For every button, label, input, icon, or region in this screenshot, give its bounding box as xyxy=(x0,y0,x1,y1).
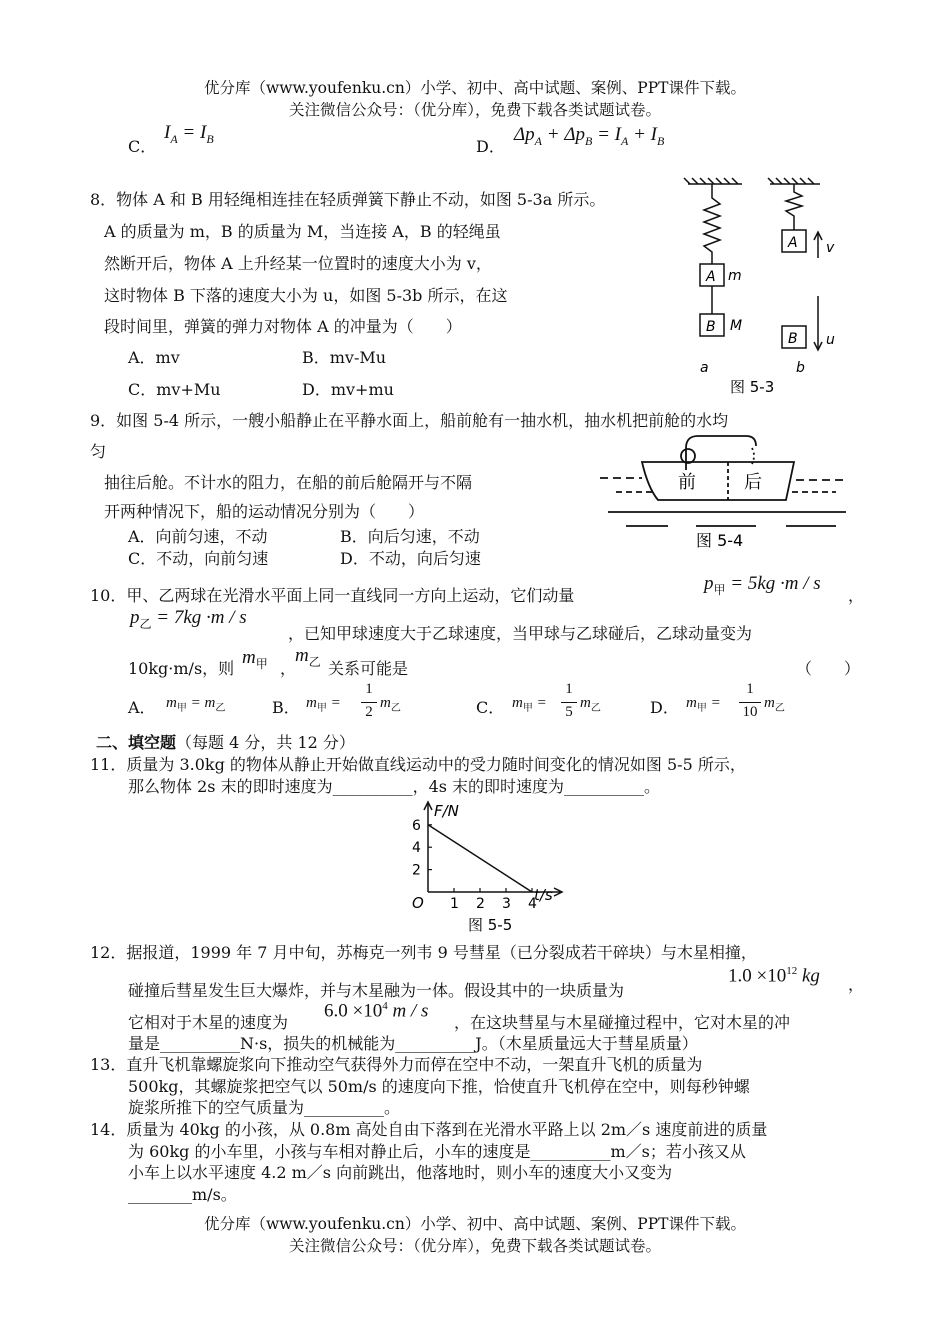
q10-line-1: 10．甲、乙两球在光滑水平面上同一直线同一方向上运动，它们动量 xyxy=(90,586,575,605)
chart-x-tick-label: 4 xyxy=(528,896,537,912)
fig54-back-label: 后 xyxy=(744,472,762,493)
fig53-label-b-box: B xyxy=(706,319,716,335)
q10-option-d-frac-bar xyxy=(739,702,761,703)
figure-5-5-chart xyxy=(398,796,568,938)
q8-option-c: C．mv+Mu xyxy=(128,380,221,399)
chart-origin-label: O xyxy=(412,894,424,912)
q8-option-a: A．mv xyxy=(128,348,180,367)
q10-option-c-frac-bar xyxy=(561,702,577,703)
q9-option-c: C．不动，向前匀速 xyxy=(128,549,269,568)
q8-option-b: B．mv-Mu xyxy=(302,348,387,367)
fig53-label-u: u xyxy=(826,332,835,348)
chart-title: 图 5-5 xyxy=(468,916,513,934)
header-line-2: 关注微信公众号：（优分库），免费下载各类试题试卷。 xyxy=(288,101,661,119)
q10-line-2: ，已知甲球速度大于乙球速度，当甲球与乙球碰后，乙球动量变为 xyxy=(288,624,753,643)
q10-option-c-frac-den: 5 xyxy=(565,704,573,720)
q11-line-2: 那么物体 2s 末的即时速度为__________，4s 末的即时速度为__________。 xyxy=(128,777,661,796)
fig53-label-bigm: M xyxy=(730,318,743,334)
q14-line-2: 为 60kg 的小车里，小孩与车相对静止后，小车的速度是__________m／s；若小孩又从 xyxy=(128,1142,746,1161)
q10-sep: ， xyxy=(280,659,297,678)
q12-line-2-end: ， xyxy=(848,975,865,994)
chart-force-line xyxy=(428,825,532,892)
q10-m-yi: $m_乙$ xyxy=(295,645,321,669)
q10-comma: ， xyxy=(848,586,865,605)
q13-line-2: 500kg，其螺旋浆把空气以 50m/s 的速度向下推，恰使直升飞机停在空中，则每秒钟螺 xyxy=(128,1077,750,1096)
q9-line-1: 9．如图 5-4 所示，一艘小船静止在平静水面上，船前舱有一抽水机，抽水机把前舱的水均 xyxy=(90,411,729,430)
q11-line-1: 11．质量为 3.0kg 的物体从静止开始做直线运动中的受力随时间变化的情况如图 5-5 所示， xyxy=(90,755,746,774)
q8-option-d: D．mv+mu xyxy=(302,380,394,399)
q10-option-d-frac-den: 10 xyxy=(742,704,758,720)
q14-line-4: ________m/s。 xyxy=(128,1185,237,1204)
q10-p-yi: $p_乙 = 7kg \cdot m / s$ xyxy=(130,607,247,631)
chart-ylabel: F/N xyxy=(434,802,459,820)
fig53-label-m: m xyxy=(728,268,742,284)
q9-line-3: 开两种情况下，船的运动情况分别为（ ） xyxy=(104,502,425,521)
q10-line-3b: 关系可能是 xyxy=(328,659,409,678)
q7-option-c-expr: $I_A = I_B$ xyxy=(164,122,214,146)
section-2-note: （每题 4 分，共 12 分） xyxy=(176,733,355,752)
q10-option-b-label: B． xyxy=(272,698,300,717)
chart-x-tick-label: 1 xyxy=(450,896,459,912)
q12-line-3b: ，在这块彗星与木星碰撞过程中，它对木星的冲 xyxy=(454,1013,791,1032)
q10-option-c-lhs: $m_甲$ = xyxy=(512,695,547,714)
q10-option-d-frac-num: 1 xyxy=(746,681,754,697)
chart-x-tick-label: 2 xyxy=(476,896,485,912)
fig53-label-b-box-b: B xyxy=(788,331,798,347)
q9-line-1b: 匀 xyxy=(90,442,107,461)
q14-line-1: 14．质量为 40kg 的小孩，从 0.8m 高处自由下落到在光滑水平路上以 2m／s 速度前进的质量 xyxy=(90,1120,768,1139)
fig54-caption: 图 5-4 xyxy=(696,531,744,550)
q10-option-b-rhs: $m_乙$ xyxy=(380,695,401,714)
q10-option-d-label: D． xyxy=(650,698,679,717)
q10-answer-paren: （ ） xyxy=(796,659,861,678)
q10-option-b-lhs: $m_甲$ = xyxy=(306,695,341,714)
q8-line-5: 段时间里，弹簧的弹力对物体 A 的冲量为（ ） xyxy=(104,317,462,336)
chart-x-tick-label: 3 xyxy=(502,896,511,912)
q12-mass: $1.0 \times 10^{12}$ kg xyxy=(728,965,820,987)
section-2-heading xyxy=(96,730,355,753)
q12-line-3a: 它相对于木星的速度为 xyxy=(128,1013,289,1032)
header-line-1: 优分库（www.youfenku.cn）小学、初中、高中试题、案例、PPT课件下载。 xyxy=(203,79,747,97)
chart-y-tick-label: 4 xyxy=(412,840,421,857)
q9-option-a: A．向前匀速，不动 xyxy=(128,527,268,546)
fig53-label-a-box: A xyxy=(706,269,716,285)
fig53-label-a-box-b: A xyxy=(788,235,798,251)
q9-line-2: 抽往后舱。不计水的阻力，在船的前后舱隔开与不隔 xyxy=(104,473,473,492)
section-2-title: 二、填空题 xyxy=(96,733,177,752)
q12-line-1: 12．据报道，1999 年 7 月中旬，苏梅克一列韦 9 号彗星（已分裂成若干碎块）与木星相撞， xyxy=(90,943,757,962)
q10-option-c-label: C． xyxy=(476,698,505,717)
chart-y-tick-label: 6 xyxy=(412,817,421,834)
q7-option-c-label: C． xyxy=(128,137,157,156)
q14-line-3: 小车上以水平速度 4.2 m／s 向前跳出，他落地时，则小车的速度大小又变为 xyxy=(128,1163,673,1182)
q12-line-4: 量是__________N·s，损失的机械能为__________J。（木星质量远大于彗星质量） xyxy=(128,1034,698,1053)
q10-p-jia: $p_甲 = 5kg \cdot m / s$ xyxy=(704,573,821,597)
q12-line-2: 碰撞后彗星发生巨大爆炸，并与木星融为一体。假设其中的一块质量为 xyxy=(128,981,625,1000)
q8-line-2: A 的质量为 m，B 的质量为 M，当连接 A，B 的轻绳虽 xyxy=(104,222,501,241)
q9-option-d: D．不动，向后匀速 xyxy=(340,549,481,568)
fig54-front-label: 前 xyxy=(678,472,696,493)
q7-option-d-expr: $\Delta p_A + \Delta p_B = I_A + I_B$ xyxy=(514,124,665,148)
q10-option-d-lhs: $m_甲$ = xyxy=(686,695,721,714)
q10-line-3a: 10kg·m/s，则 xyxy=(128,659,235,678)
chart-y-tick-label: 2 xyxy=(412,862,421,879)
q8-line-3: 然断开后，物体 A 上升经某一位置时的速度大小为 v， xyxy=(104,254,492,273)
q10-option-c-rhs: $m_乙$ xyxy=(580,695,601,714)
q10-option-a-label: A． xyxy=(128,698,156,717)
q9-option-b: B．向后匀速，不动 xyxy=(340,527,480,546)
fig53-label-v: v xyxy=(826,240,835,256)
q13-line-3: 旋浆所推下的空气质量为__________。 xyxy=(128,1098,401,1117)
q10-option-c-frac-num: 1 xyxy=(565,681,573,697)
q10-option-b-frac-num: 1 xyxy=(365,681,373,697)
q10-option-b-frac-bar xyxy=(361,702,377,703)
q12-speed: $6.0 \times 10^4$ m / s xyxy=(324,1000,429,1022)
fig53-label-a: a xyxy=(700,360,709,376)
figure-5-3 xyxy=(676,176,856,398)
fig53-caption: 图 5-3 xyxy=(730,378,775,396)
q7-option-d-label: D． xyxy=(476,137,505,156)
q8-line-4: 这时物体 B 下落的速度大小为 u，如图 5-3b 所示，在这 xyxy=(104,286,508,305)
chart-xlabel: t/s xyxy=(534,886,553,904)
fig53-label-b: b xyxy=(796,360,805,376)
footer-line-2: 关注微信公众号：（优分库），免费下载各类试题试卷。 xyxy=(288,1237,661,1255)
q10-option-a-expr: $m_甲 = m_乙$ xyxy=(166,695,226,714)
q10-m-jia: $m_甲$ xyxy=(242,647,268,671)
q10-option-d-rhs: $m_乙$ xyxy=(764,695,785,714)
footer-line-1: 优分库（www.youfenku.cn）小学、初中、高中试题、案例、PPT课件下载。 xyxy=(203,1215,747,1233)
figure-5-4 xyxy=(596,430,856,554)
q13-line-1: 13．直升飞机靠螺旋浆向下推动空气获得外力而停在空中不动，一架直升飞机的质量为 xyxy=(90,1055,703,1074)
q10-option-b-frac-den: 2 xyxy=(365,704,373,720)
q8-line-1: 8．物体 A 和 B 用轻绳相连挂在轻质弹簧下静止不动，如图 5-3a 所示。 xyxy=(90,190,606,209)
